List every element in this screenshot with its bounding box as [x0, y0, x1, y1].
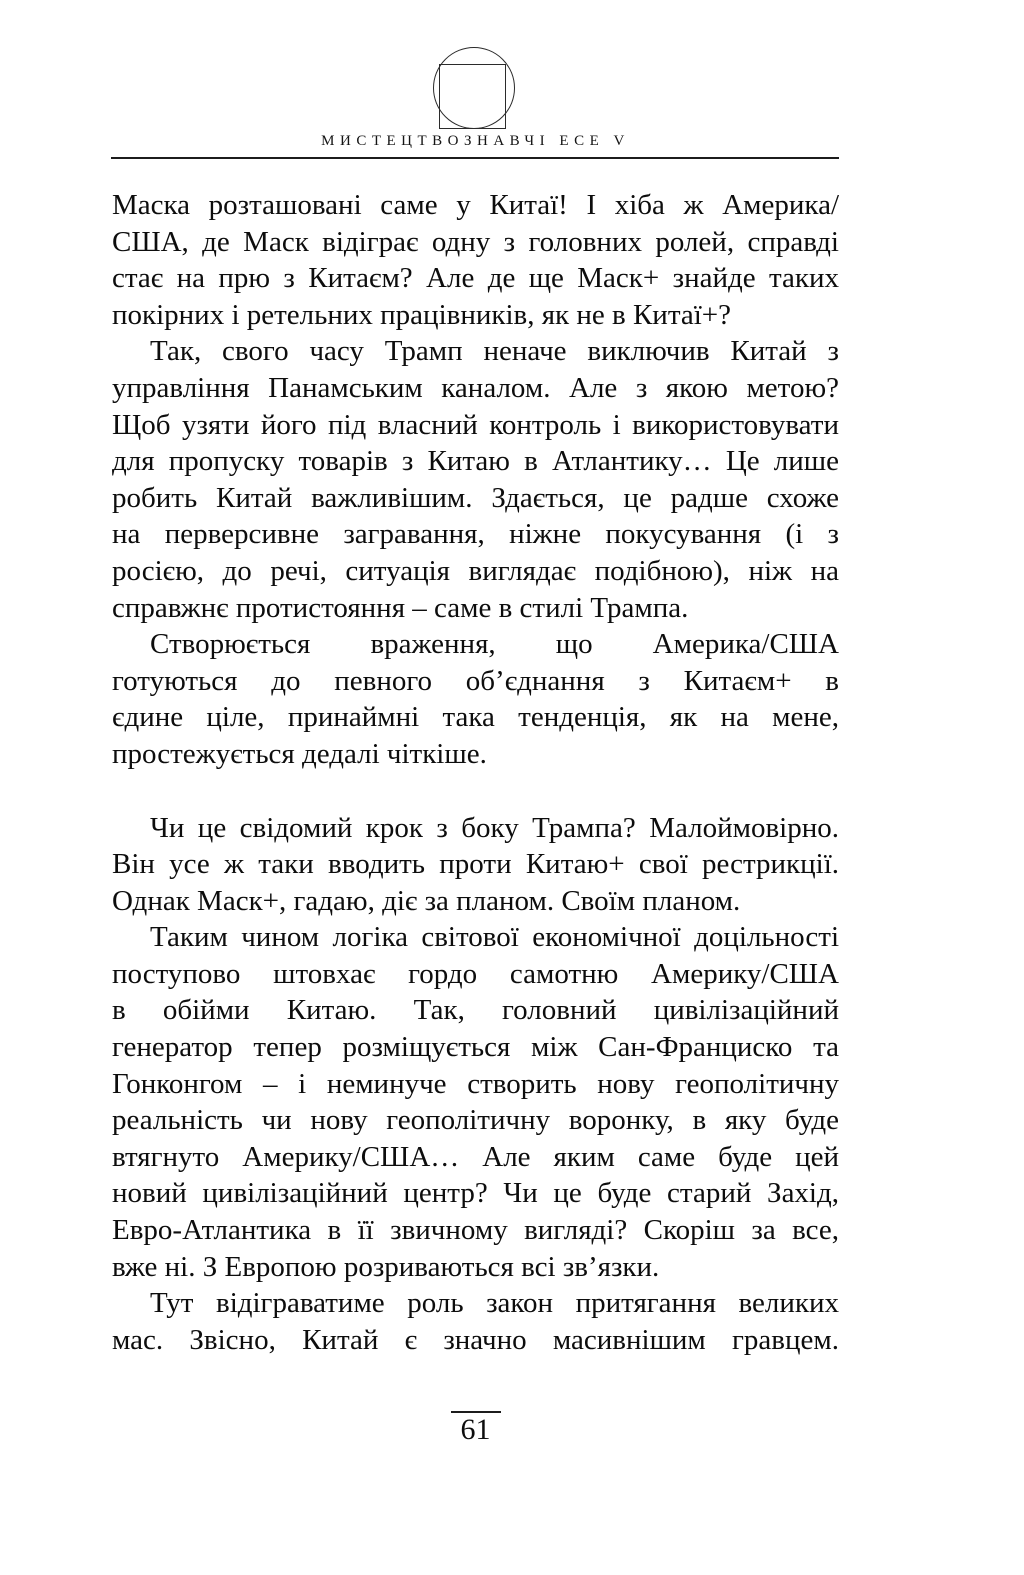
header-rule [111, 157, 839, 159]
page-body [112, 187, 839, 1358]
text-line: покірних і ретельних працівників, як не в Китаї+? [112, 298, 732, 331]
text-line: Він усе ж таки вводить проти Китаю+ свої рестрикції. [112, 848, 839, 881]
text-line: Однак Маск+, гадаю, діє за планом. Своїм планом. [112, 884, 741, 917]
paragraph [112, 626, 839, 772]
text-line: Маска розташовані саме у Китаї! І хіба ж Америка/ [112, 189, 839, 221]
text-line: стає на прю з Китаєм? Але де ще Маск+ знайде таких [112, 262, 839, 295]
text-line: справжнє протистояння – саме в стилі Трампа. [112, 591, 689, 624]
text-line: вже ні. З Европою розриваються всі зв’язки. [112, 1250, 660, 1283]
text-line: Чи це свідомий крок з боку Трампа? Малоймовірно. [150, 811, 839, 844]
text-line: поступово штовхає гордо самотню Америку/США [112, 957, 839, 990]
text-line: реальність чи нову геополітичну воронку, в яку буде [112, 1104, 839, 1137]
logo-square-icon [439, 64, 506, 129]
paragraph [112, 333, 839, 626]
text-line: Щоб узяти його під власний контроль і використовувати [112, 408, 839, 441]
text-line: Таким чином логіка світової економічної доцільності [150, 921, 839, 954]
text-line: росією, до речі, ситуація виглядає подібною), ніж на [112, 554, 839, 587]
text-line: Тут відіграватиме роль закон притягання великих [150, 1287, 839, 1320]
paragraph [112, 187, 839, 333]
text-line: готуються до певного об’єднання з Китаєм+ в [112, 664, 839, 697]
text-line: новий цивілізаційний центр? Чи це буде старий Захід, [112, 1177, 839, 1210]
text-line: на перверсивне загравання, ніжне покусування (і з [112, 518, 839, 551]
text-line: Евро-Атлантика в її звичному вигляді? Скоріш за все, [112, 1214, 839, 1247]
text-line: Так, свого часу Трамп неначе виключив Китай з [150, 335, 839, 368]
text-line: мас. Звісно, Китай є значно масивнішим гравцем. [112, 1323, 839, 1356]
text-line: в обійми Китаю. Так, головний цивілізаційний [112, 994, 839, 1027]
text-line: Створюється враження, що Америка/США [150, 628, 839, 661]
running-head-title: МИСТЕЦТВОЗНАВЧІ ЕСЕ V [321, 133, 630, 149]
publisher-logo [433, 47, 515, 129]
paragraph [112, 810, 839, 920]
text-line: для пропуску товарів з Китаю в Атлантику… Це лише [112, 445, 839, 478]
text-line: управління Панамським каналом. Але з якою метою? [112, 371, 839, 404]
text-line: генератор тепер розміщується між Сан-Франциско та [112, 1031, 839, 1064]
text-line: єдине ціле, принаймні така тенденція, як на мене, [112, 701, 839, 734]
text-line: робить Китай важливішим. Здається, це радше схоже [112, 481, 839, 514]
text-line: простежується дедалі чіткіше. [112, 737, 487, 770]
page-footer [112, 1411, 839, 1446]
text-line: втягнуто Америку/США… Але яким саме буде цей [112, 1140, 839, 1173]
text-line: США, де Маск відіграє одну з головних ролей, справді [112, 225, 839, 258]
text-line: Гонконгом – і неминуче створить нову геополітичну [112, 1067, 839, 1100]
paragraph [112, 1285, 839, 1358]
page-number: 61 [460, 1413, 491, 1446]
paragraph [112, 919, 839, 1285]
